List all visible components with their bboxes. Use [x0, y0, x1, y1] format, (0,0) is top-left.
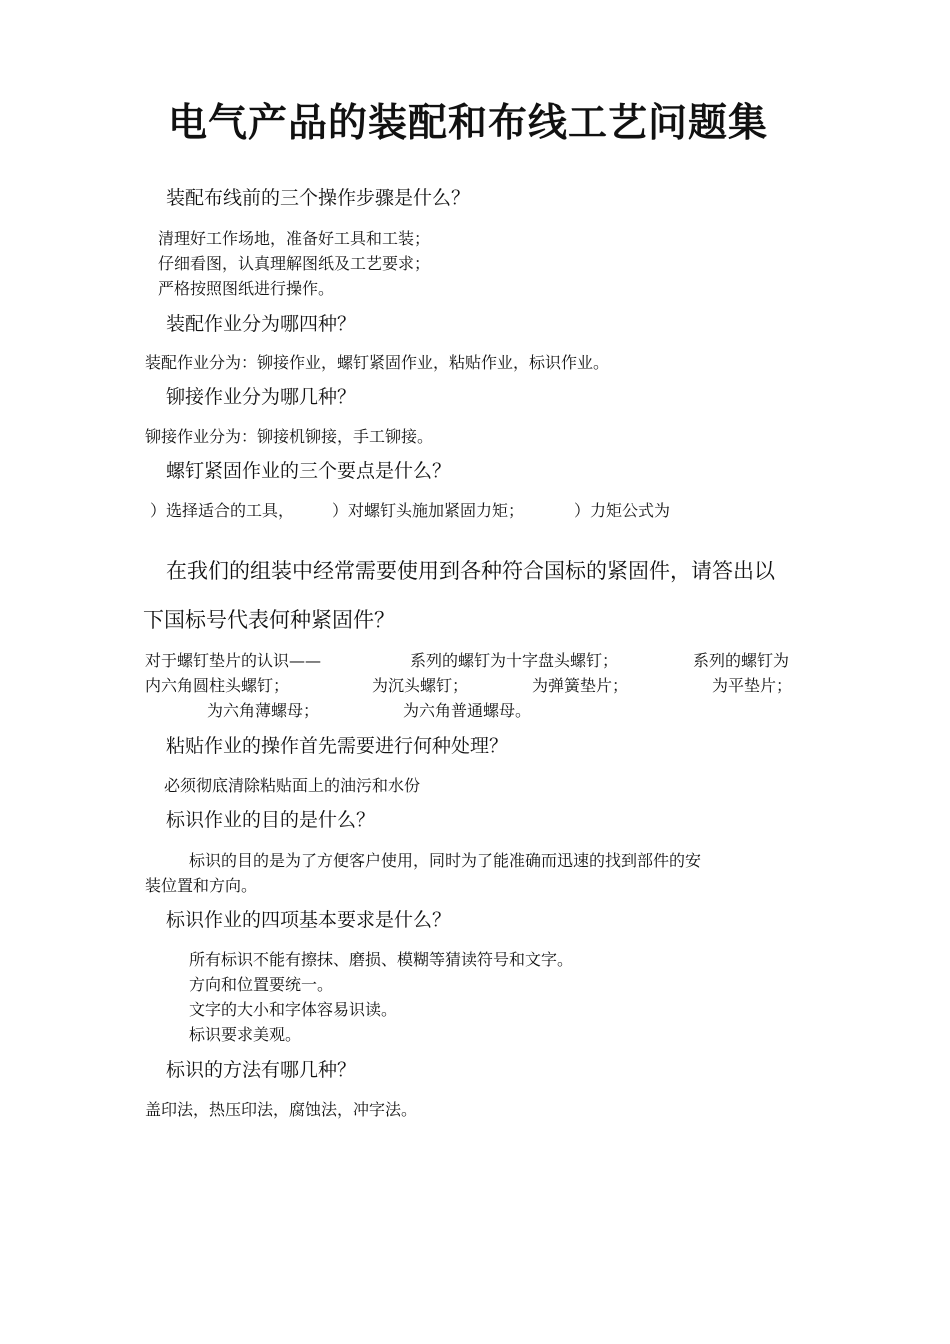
answer-4-part-3: ）力矩公式为	[574, 501, 671, 520]
answer-5-line-2-d: 为平垫片；	[712, 676, 793, 695]
question-8: 标识作业的四项基本要求是什么？	[166, 909, 452, 931]
answer-9: 盖印法，热压印法，腐蚀法，冲字法。	[145, 1100, 418, 1119]
answer-5-line-2-a: 内六角圆柱头螺钉；	[145, 676, 290, 695]
answer-7-line-1: 标识的目的是为了方便客户使用，同时为了能准确而迅速的找到部件的安	[189, 851, 702, 870]
answer-8-line-3: 文字的大小和字体容易识读。	[189, 1000, 398, 1019]
answer-5-line-3-a: 为六角薄螺母；	[207, 701, 320, 720]
answer-7-line-2: 装位置和方向。	[145, 876, 258, 895]
answer-3: 铆接作业分为：铆接机铆接，手工铆接。	[145, 427, 434, 446]
answer-5-line-1-c: 系列的螺钉为	[693, 651, 790, 670]
question-7: 标识作业的目的是什么？	[166, 809, 376, 831]
answer-5-line-1-b: 系列的螺钉为十字盘头螺钉；	[410, 651, 619, 670]
answer-5-line-2-c: 为弹簧垫片；	[532, 676, 629, 695]
question-4: 螺钉紧固作业的三个要点是什么？	[166, 460, 452, 482]
answer-4-part-1: ）选择适合的工具，	[150, 501, 295, 520]
question-5-line-2: 下国标号代表何种紧固件？	[143, 608, 395, 632]
document-title: 电气产品的装配和布线工艺问题集	[168, 100, 769, 146]
answer-1-line-2: 仔细看图，认真理解图纸及工艺要求；	[158, 254, 431, 273]
question-5-line-1: 在我们的组装中经常需要使用到各种符合国标的紧固件，请答出以	[166, 559, 775, 583]
answer-1-line-1: 清理好工作场地，准备好工具和工装；	[158, 229, 431, 248]
answer-6: 必须彻底清除粘贴面上的油污和水份	[164, 776, 421, 795]
answer-2: 装配作业分为：铆接作业，螺钉紧固作业，粘贴作业，标识作业。	[145, 353, 610, 372]
answer-4-part-2: ）对螺钉头施加紧固力矩；	[332, 501, 525, 520]
answer-8-line-1: 所有标识不能有擦抹、磨损、模糊等猜读符号和文字。	[189, 950, 574, 969]
answer-5-line-3-b: 为六角普通螺母。	[403, 701, 532, 720]
question-9: 标识的方法有哪几种？	[166, 1059, 357, 1081]
answer-1-line-3: 严格按照图纸进行操作。	[158, 279, 335, 298]
question-1: 装配布线前的三个操作步骤是什么？	[166, 187, 471, 209]
question-6: 粘贴作业的操作首先需要进行何种处理？	[166, 735, 509, 757]
answer-5-line-2-b: 为沉头螺钉；	[372, 676, 469, 695]
answer-8-line-2: 方向和位置要统一。	[189, 975, 334, 994]
answer-5-line-1-a: 对于螺钉垫片的认识——	[145, 651, 322, 670]
question-3: 铆接作业分为哪几种？	[166, 386, 357, 408]
answer-8-line-4: 标识要求美观。	[189, 1025, 302, 1044]
question-2: 装配作业分为哪四种？	[166, 313, 357, 335]
